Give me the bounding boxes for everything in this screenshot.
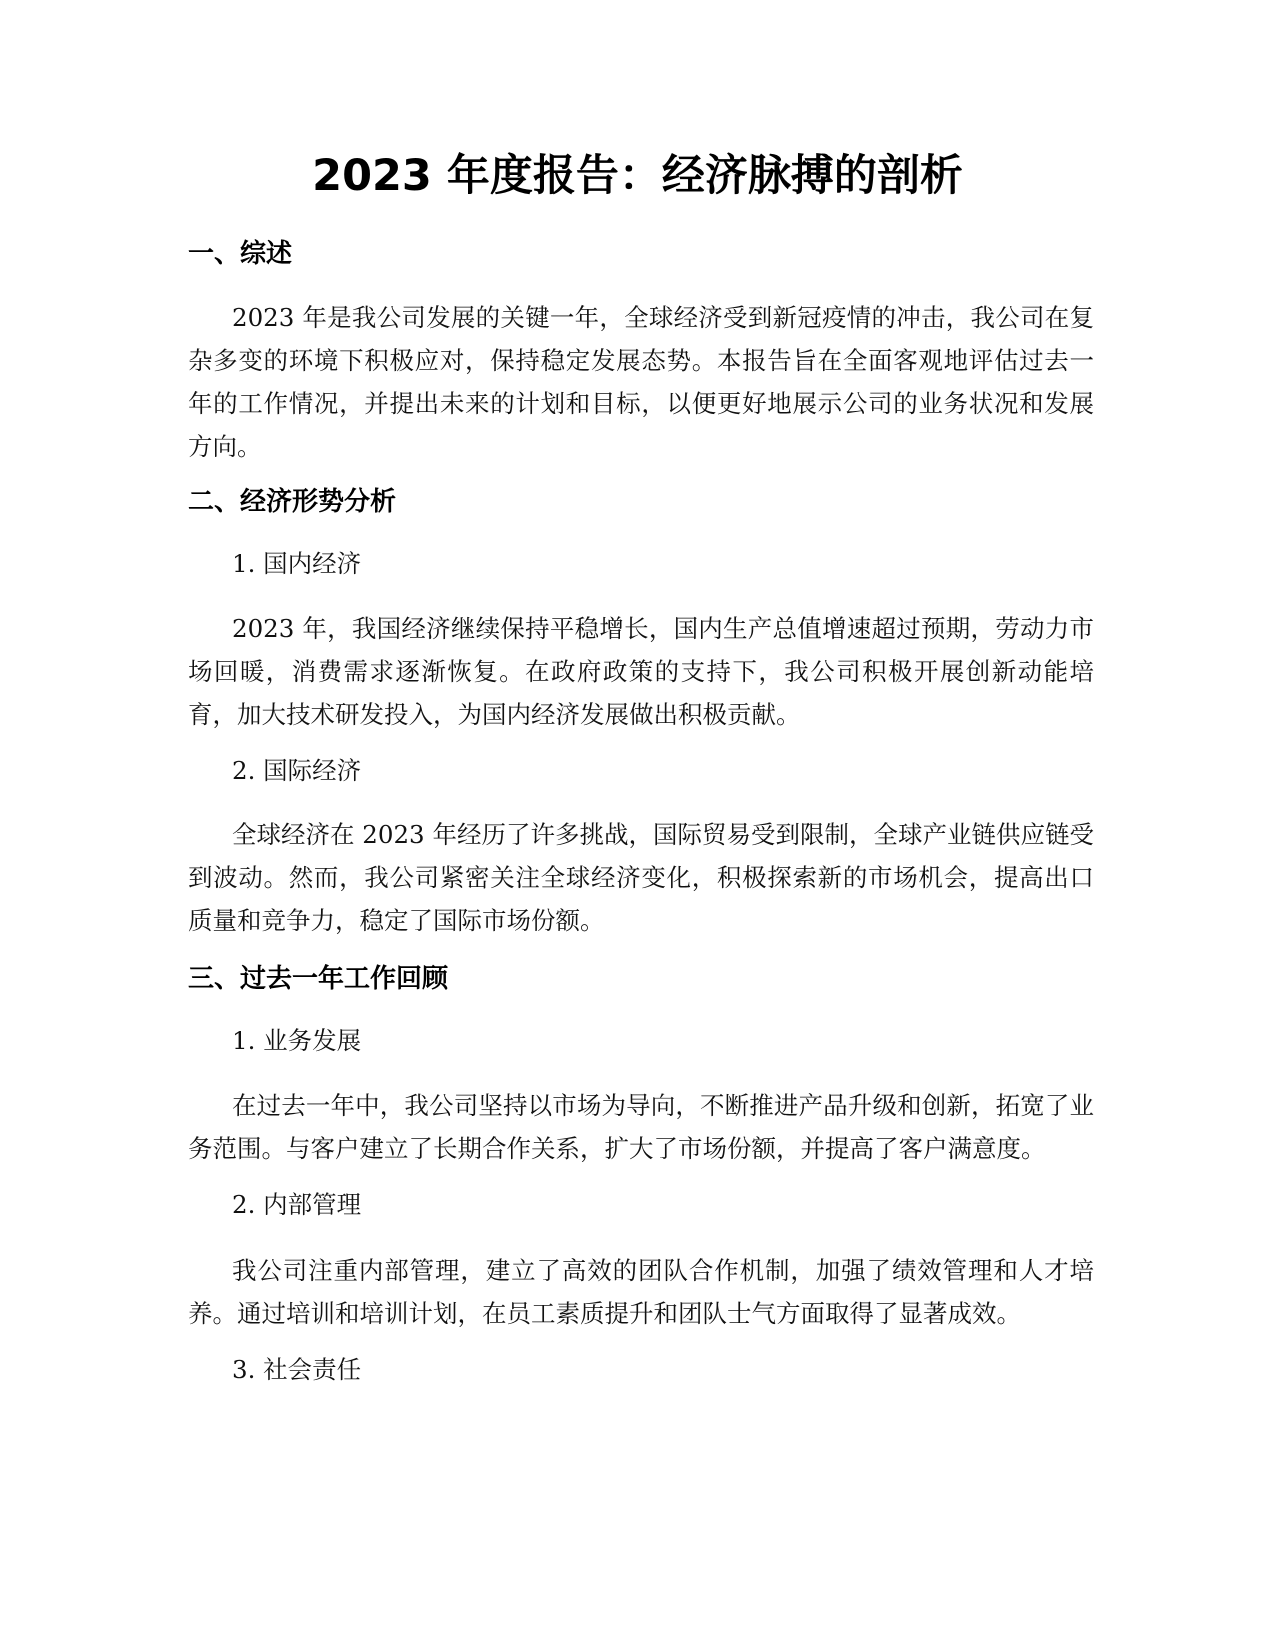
section-heading-year-review: 三、过去一年工作回顾 bbox=[188, 964, 449, 994]
subheading-domestic-economy: 1. 国内经济 bbox=[232, 549, 362, 578]
subheading-business-development: 1. 业务发展 bbox=[232, 1026, 362, 1055]
document-title: 2023 年度报告：经济脉搏的剖析 bbox=[312, 151, 963, 201]
internal-management-paragraph: 我公司注重内部管理，建立了高效的团队合作机制，加强了绩效管理和人才培养。通过培训和培训计划，在员工素质提升和团队士气方面取得了显著成效。 bbox=[188, 1256, 1094, 1328]
domestic-economy-paragraph: 2023 年，我国经济继续保持平稳增长，国内生产总值增速超过预期，劳动力市场回暖，消费需求逐渐恢复。在政府政策的支持下，我公司积极开展创新动能培育，加大技术研发投入，为国内经济发展做出积极贡献。 bbox=[188, 614, 1094, 729]
overview-paragraph: 2023 年是我公司发展的关键一年，全球经济受到新冠疫情的冲击，我公司在复杂多变的环境下积极应对，保持稳定发展态势。本报告旨在全面客观地评估过去一年的工作情况，并提出未来的计划和目标，以便更好地展示公司的业务状况和发展方向。 bbox=[188, 303, 1094, 461]
subheading-internal-management: 2. 内部管理 bbox=[232, 1190, 362, 1219]
business-development-paragraph: 在过去一年中，我公司坚持以市场为导向，不断推进产品升级和创新，拓宽了业务范围。与客户建立了长期合作关系，扩大了市场份额，并提高了客户满意度。 bbox=[188, 1091, 1094, 1163]
subheading-international-economy: 2. 国际经济 bbox=[232, 756, 362, 785]
section-heading-economic-analysis: 二、经济形势分析 bbox=[188, 487, 397, 517]
subheading-social-responsibility: 3. 社会责任 bbox=[232, 1355, 362, 1384]
international-economy-paragraph: 全球经济在 2023 年经历了许多挑战，国际贸易受到限制，全球产业链供应链受到波动。然而，我公司紧密关注全球经济变化，积极探索新的市场机会，提高出口质量和竞争力，稳定了国际市场份额。 bbox=[188, 820, 1094, 935]
section-heading-overview: 一、综述 bbox=[188, 239, 293, 269]
